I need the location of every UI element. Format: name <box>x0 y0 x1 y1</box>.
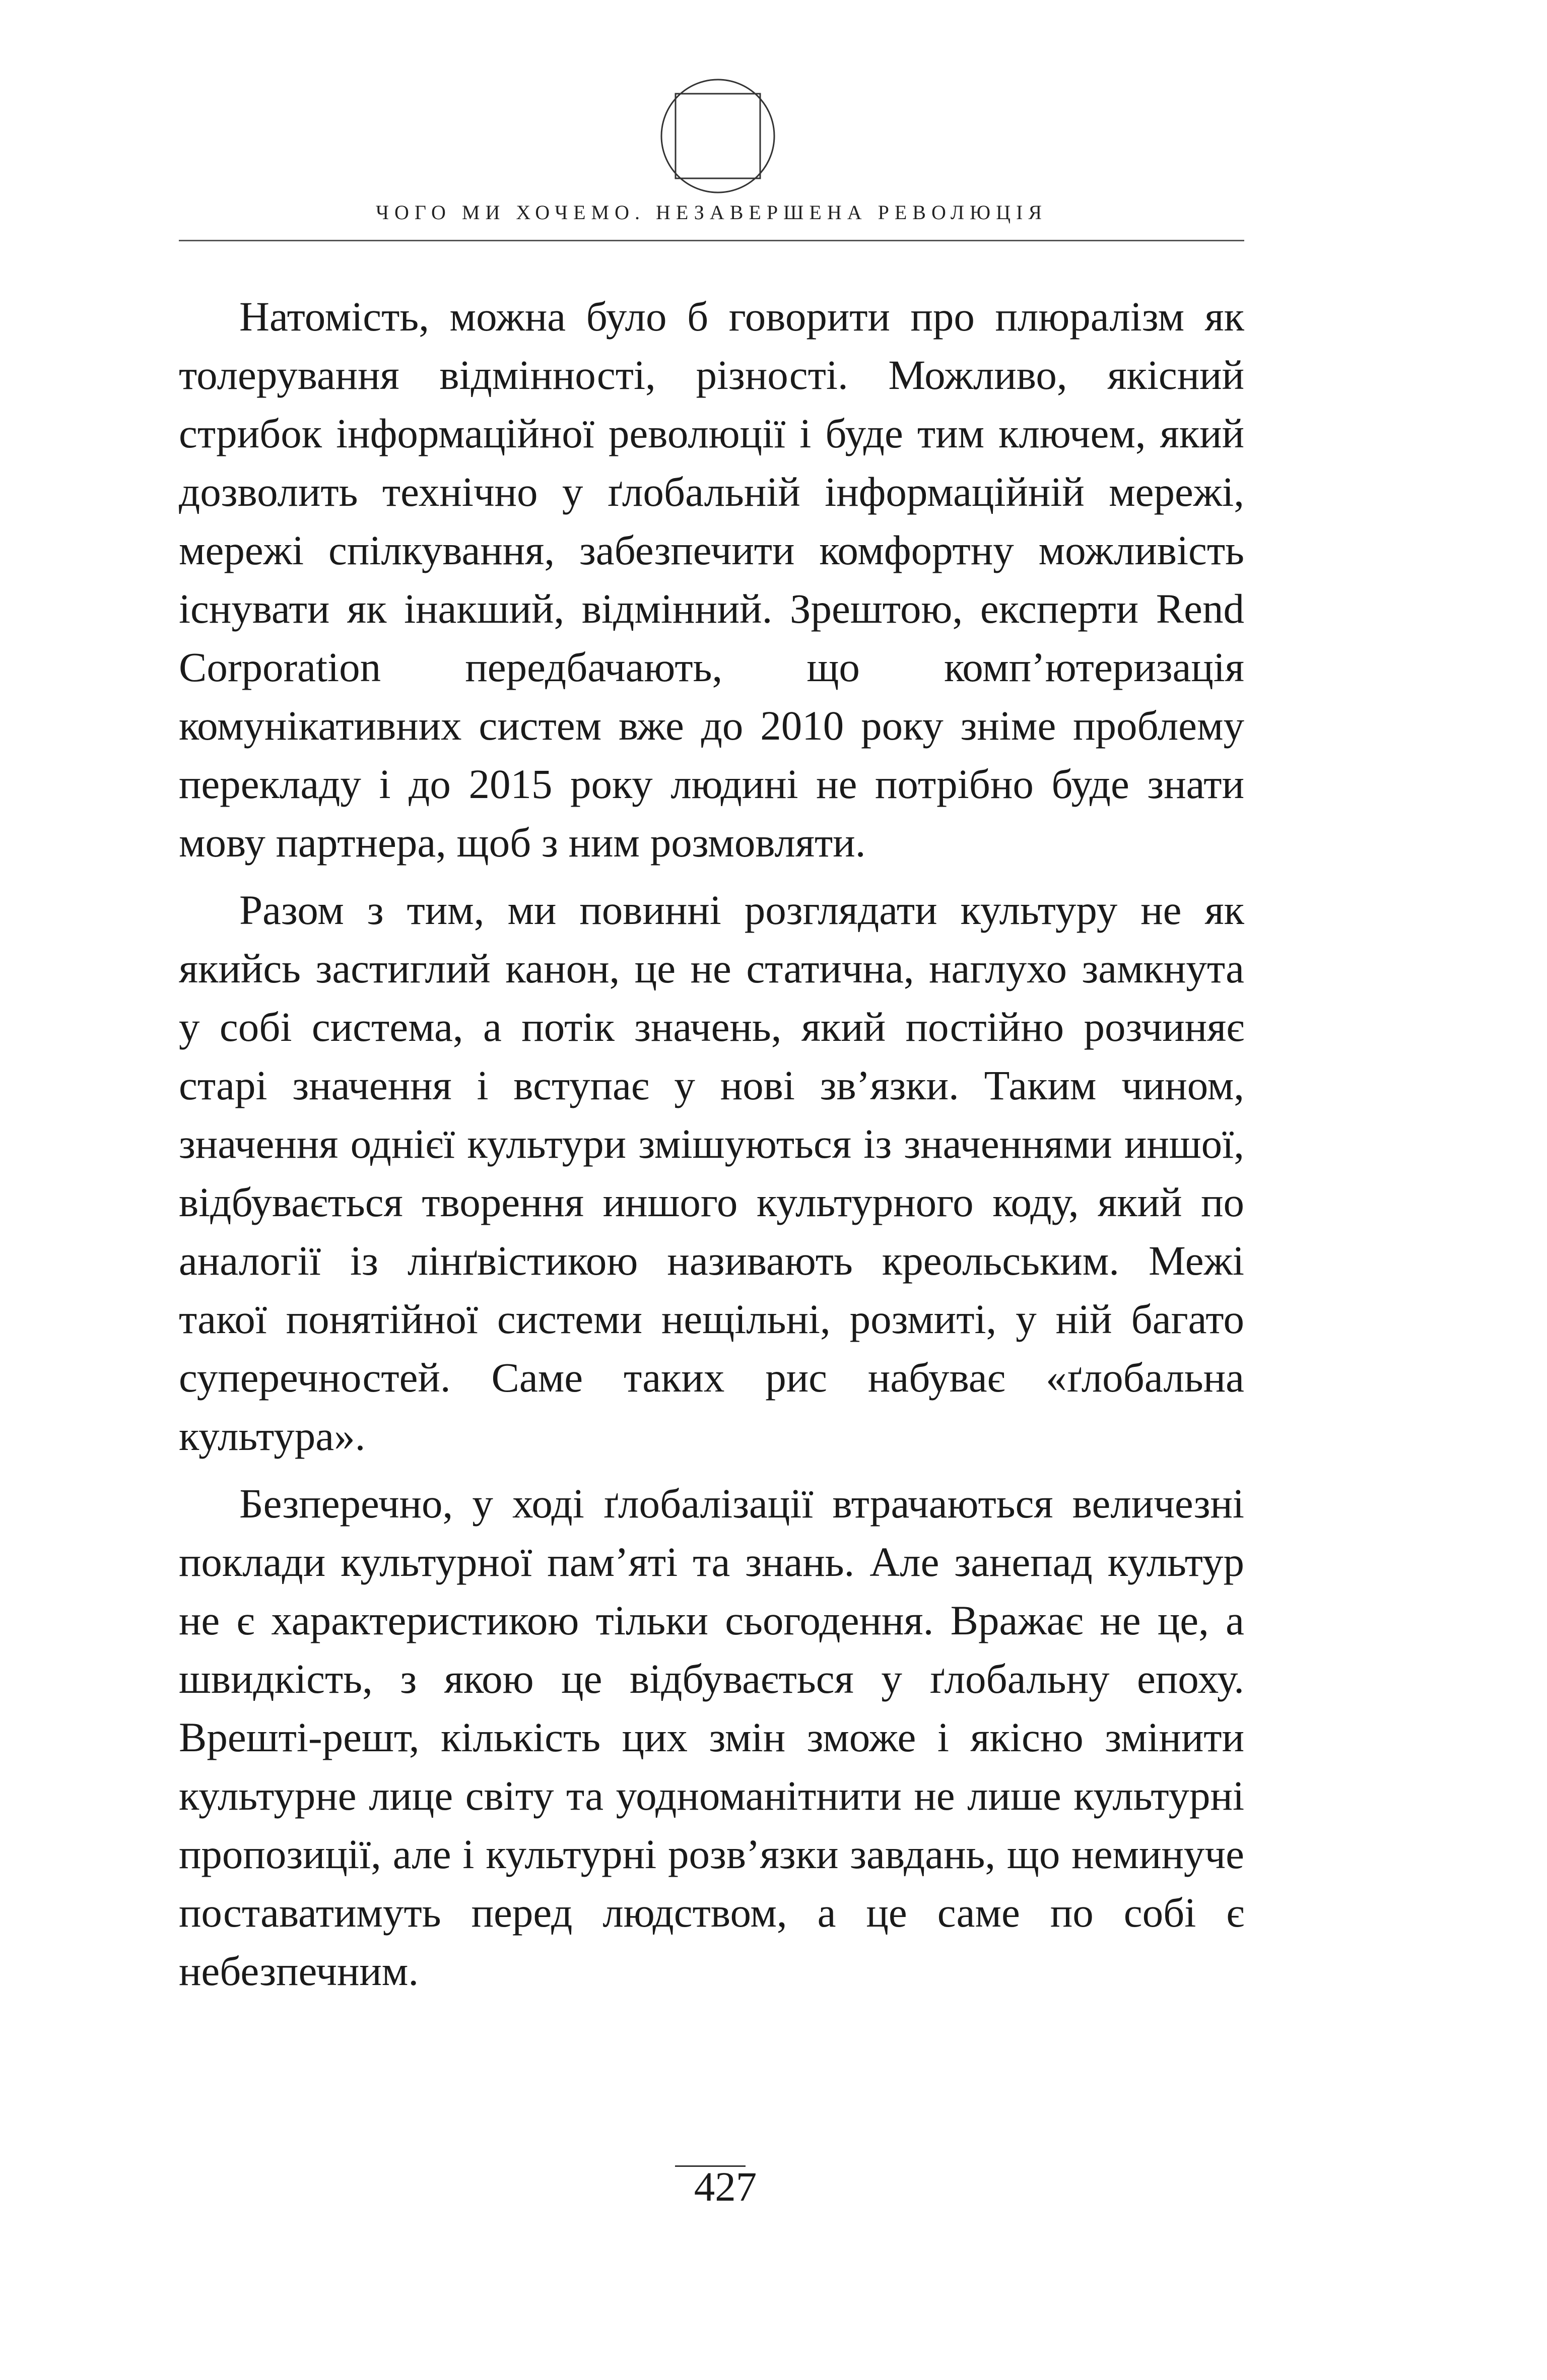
paragraph: Натомість, можна було б говорити про плюралізм як толерування відмінності, різності. Можливо, якісний стрибок інформаційної революції і буде тим ключем, який дозволить технічно у ґлобальній інформаційній мережі, мережі спілкування, забезпечити комфортну можливість існувати як інакший, відмінний. Зрештою, експерти Rend Corporation передбачають, що комп’ютеризація комунікативних систем вже до 2010 року зніме проблему перекладу і до 2015 року людині не потрібно буде знати мову партнера, щоб з ним розмовляти. <box>179 293 1244 866</box>
main-text <box>179 287 1244 2009</box>
header-divider <box>179 240 1244 241</box>
running-head-title: ЧОГО МИ ХОЧЕМО. НЕЗАВЕРШЕНА РЕВОЛЮЦІЯ <box>375 201 1047 224</box>
paragraph: Разом з тим, ми повинні розглядати культуру не як якийсь застиглий канон, це не статична, наглухо замкнута у собі система, а потік значень, який постійно розчиняє старі значення і вступає у нові зв’язки. Таким чином, значення однієї культури змішуються із значеннями иншої, відбувається творення иншого культурного коду, який по аналогії із лінґвістикою називають креольським. Межі такої понятійної системи нещільні, розмиті, у ній багато суперечностей. Саме таких рис набуває «ґлобальна культура». <box>179 887 1244 1459</box>
page-number: 427 <box>694 2163 757 2210</box>
paragraph: Безперечно, у ході ґлобалізації втрачаються величезні поклади культурної пам’яті та знань. Але занепад культур не є характеристикою тільки сьогодення. Вражає не це, а швидкість, з якою це відбувається у ґлобальну епоху. Врешті-решт, кількість цих змін зможе і якісно змінити культурне лице світу та уодноманітнити не лише культурні пропозиції, але і культурні розв’язки завдань, що неминуче поставатимуть перед людством, а це саме по собі є небезпечним. <box>179 1480 1244 1994</box>
circle-square-emblem-icon <box>657 76 778 196</box>
